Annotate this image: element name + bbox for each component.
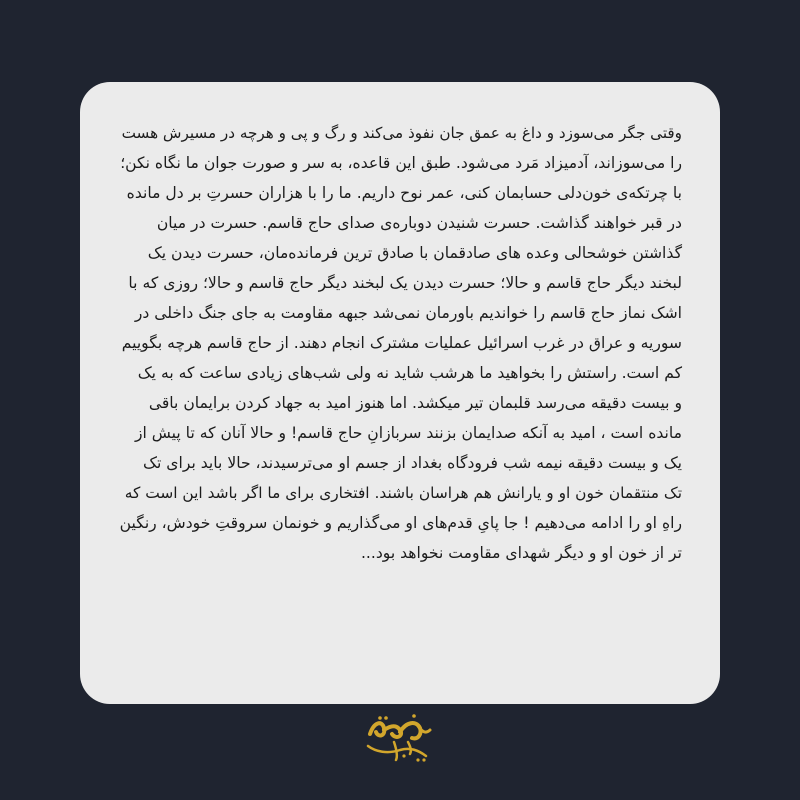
text-line: گذاشتن خوشحالی وعده های صادقمان با صادق ترین فرمانده‌مان، حسرت دیدن یک [147, 244, 682, 262]
post-card [80, 82, 720, 704]
text-line: با چرتکه‌ی خون‌دلی حسابمان کنی، عمر نوح داریم. ما را با هزاران حسرتِ بر دل مانده [126, 184, 682, 202]
text-line: سوریه و عراق در غرب اسرائیل عملیات مشترک انجام دهند. از حاج قاسم هرچه بگوییم [121, 334, 682, 352]
text-line: را می‌سوزاند، آدمیزاد مَرد می‌شود. طبق این قاعده، به سر و صورت جوان ما نگاه نکن؛ [120, 154, 682, 172]
text-line: لبخند دیگر حاج قاسم و حالا؛ حسرت دیدن یک لبخند دیگر حاج قاسم و حالا؛ روزی که با [128, 274, 682, 292]
text-line: اشک نماز حاج قاسم را خواندیم باورمان نمی‌شد جبهه مقاومت به جای جنگ داخلی در [134, 304, 682, 322]
text-line: در قبر خواهند گذاشت. حسرت شنیدن دوباره‌ی صدای حاج قاسم. حسرت در میان [156, 214, 682, 232]
text-line: یک و بیست دقیقه نیمه شب فرودگاه بغداد از جسم او می‌ترسیدند، حالا باید برای تک [143, 454, 682, 472]
text-line: وقتی جگر می‌سوزد و داغ به عمق جان نفوذ می‌کند و رگ و پی و هرچه در مسیرش هست [121, 124, 682, 142]
text-line: راهِ او را ادامه می‌دهیم ! جا پایِ قدم‌های او می‌گذاریم و خونمان سروقتِ خودش، رنگین [119, 514, 682, 532]
text-line: مانده است ، امید به آنکه صدایمان بزنند سربازانِ حاج قاسم! و حالا آنان که تا پیش از [134, 424, 682, 442]
text-line: و بیست دقیقه می‌رسد قلبمان تیر میکشد. اما هنوز امید به جهاد کردن برایمان باقی [148, 394, 682, 412]
text-line: تک منتقمان خون او و یارانش هم هراسان باشند. افتخاری برای ما اگر باشد این است که [124, 484, 682, 502]
text-line: کم است. راستش را بخواهید ما هرشب شاید نه ولی شب‌های زیادی ساعت که به یک [137, 364, 682, 382]
post-body-text [118, 118, 682, 568]
calligraphy-logo-icon [360, 712, 440, 764]
text-line: تر از خون او و دیگر شهدای مقاومت نخواهد بود... [360, 544, 682, 562]
brand-logo [0, 712, 800, 768]
